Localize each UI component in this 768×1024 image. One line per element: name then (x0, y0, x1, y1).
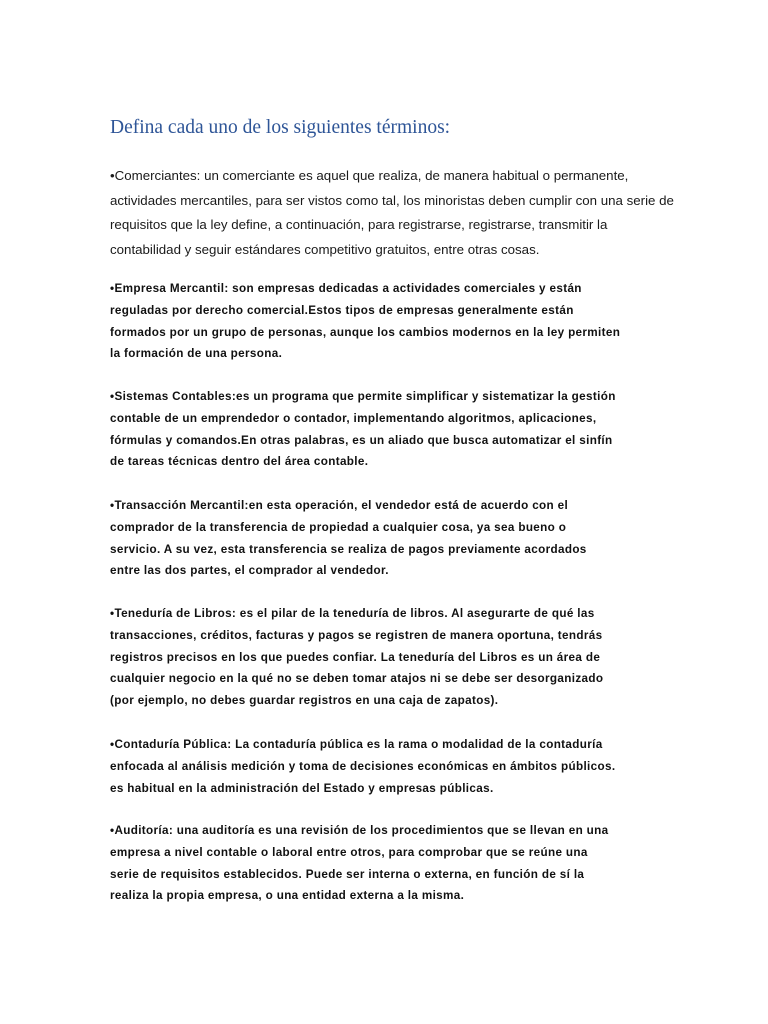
paragraph-sistemas-contables: •Sistemas Contables:es un programa que permite simplificar y sistematizar la gestión contable de un emprendedor o contador, implementando algoritmos, aplicaciones, fórmulas y comandos.En otras palabras, es un aliado que busca automatizar el sinfín de tareas técnicas dentro del área contable. (110, 390, 616, 469)
document-title: Defina cada uno de los siguientes términos: (110, 117, 451, 138)
paragraph-auditoria: •Auditoría: una auditoría es una revisión de los procedimientos que se llevan en una empresa a nivel contable o laboral entre otros, para comprobar que se reúne una serie de requisitos establecidos. Puede ser interna o externa, en función de sí la realiza la propia empresa, o una entidad externa a la misma. (110, 824, 609, 903)
paragraph-teneduria-de-libros: •Teneduría de Libros: es el pilar de la teneduría de libros. Al asegurarte de qué las transacciones, créditos, facturas y pagos se registren de manera oportuna, tendrás registros precisos en los que puedes confiar. La teneduría del Libros es un área de cualquier negocio en la qué no se deben tomar atajos ni se debe ser desorganizado (por ejemplo, no debes guardar registros en una caja de zapatos). (110, 607, 604, 708)
paragraph-empresa-mercantil: •Empresa Mercantil: son empresas dedicadas a actividades comerciales y están reguladas por derecho comercial.Estos tipos de empresas generalmente están formados por un grupo de personas, aunque los cambios modernos en la ley permiten la formación de una persona. (110, 282, 621, 361)
paragraph-transaccion-mercantil: •Transacción Mercantil:en esta operación, el vendedor está de acuerdo con el comprador de la transferencia de propiedad a cualquier cosa, ya sea bueno o servicio. A su vez, esta transferencia se realiza de pagos previamente acordados entre las dos partes, el comprador al vendedor. (110, 499, 587, 578)
paragraph-contaduria-publica: •Contaduría Pública: La contaduría pública es la rama o modalidad de la contaduría enfocada al análisis medición y toma de decisiones económicas en ámbitos públicos. es habitual en la administración del Estado y empresas públicas. (110, 738, 616, 795)
paragraph-comerciantes: •Comerciantes: un comerciante es aquel que realiza, de manera habitual o permanente, actividades mercantiles, para ser vistos como tal, los minoristas deben cumplir con una serie de requisitos que la ley define, a continuación, para registrarse, registrarse, transmitir la contabilidad y seguir estándares competitivo gratuitos, entre otras cosas. (110, 168, 674, 257)
